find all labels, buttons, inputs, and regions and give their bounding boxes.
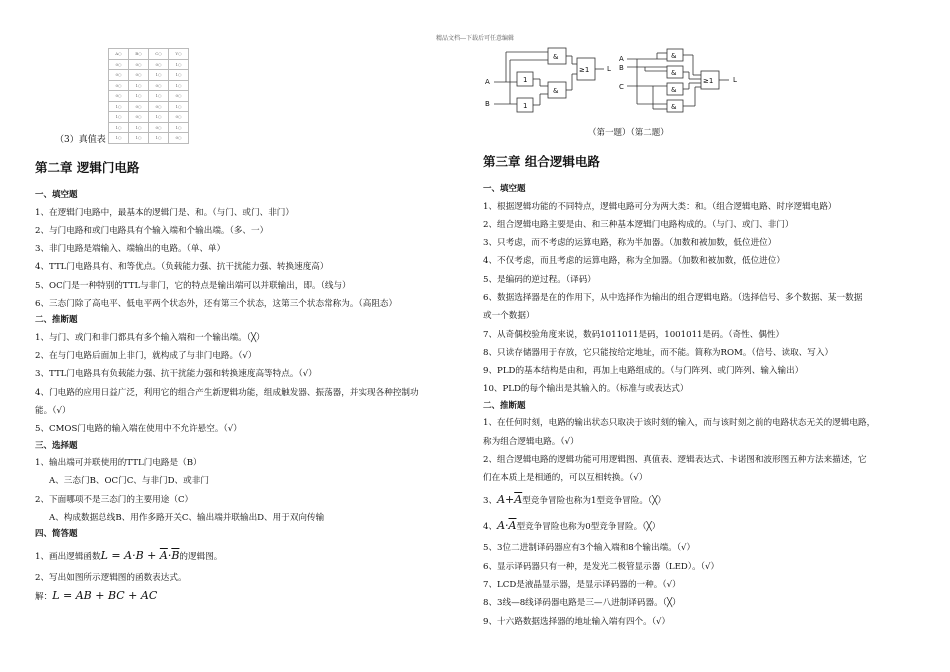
d1-label-b: B [485, 100, 490, 108]
truth-table-cell: 0○ [149, 122, 169, 133]
right-s2-list-2 [483, 539, 923, 630]
d1-gate-4: & [553, 87, 559, 95]
list-item: 3、非门电路是端输入、端输出的电路。（单、单） [35, 244, 226, 255]
truth-table-cell: 1○ [129, 133, 149, 144]
truth-table-cell: 0○ [109, 59, 129, 70]
truth-table-cell: 1○ [169, 59, 189, 70]
list-item: 们在本质上是相通的，可以互相转换。（√） [483, 473, 648, 484]
truth-table-cell: 0○ [109, 91, 129, 102]
truth-table-cell: 0○ [129, 112, 149, 123]
choice-q2-options: A、构成数据总线B、用作多路开关C、输出端并联输出D、用于双向传输 [49, 512, 325, 523]
list-item: 10、PLD的每个输出是其输入的。（标准与或表达式） [483, 384, 689, 395]
truth-table-cell: 0○ [129, 101, 149, 112]
list-item: 2、组合逻辑电路主要是由、和三种基本逻辑门电路构成的。（与门、或门、非门） [483, 219, 794, 230]
truth-table-caption: （3）真值表 [55, 135, 106, 145]
page-header: 精品文档---下载后可任意编辑 [435, 35, 515, 42]
list-item: 4、门电路的应用日益广泛，利用它的组合产生新逻辑功能，组成触发器、振荡器，并实现各种控制功 [35, 387, 419, 398]
list-item: 7、从奇偶校验角度来说，数码1011011是码，1001011是码。（奇性、偶性） [483, 329, 785, 340]
diagram-caption: （第一题）（第二题） [588, 128, 669, 138]
truth-table-cell: 0○ [149, 59, 169, 70]
truth-table-cell: 1○ [109, 133, 129, 144]
truth-table-row [109, 112, 189, 123]
truth-table-cell: 1○ [109, 122, 129, 133]
truth-table-row [109, 59, 189, 70]
d2-label-c: C [619, 83, 624, 91]
right-column [483, 152, 923, 631]
r-section-judge-title: 二、推断题 [483, 400, 526, 411]
list-item: 5、是编码的逆过程。（译码） [483, 274, 596, 285]
short-q2: 2、写出如图所示逻辑图的函数表达式。 [35, 572, 187, 583]
list-item: 5、OC门是一种特别的TTL与非门，它的特点是输出端可以并联输出，即。（线与） [35, 280, 351, 291]
answer-formula: L = AB + BC + AC [52, 589, 158, 603]
choice-q1: 1、输出端可并联使用的TTL门电路是（B） [35, 458, 202, 469]
d1-gate-3: 1 [523, 102, 528, 110]
d2-gate-4: & [671, 103, 677, 111]
list-item: 5、3位二进制译码器应有3个输入端和8个输出端。（√） [483, 543, 696, 554]
right-s2-list [483, 414, 923, 487]
list-item: 称为组合逻辑电路。（√） [483, 436, 579, 447]
list-item: 6、显示译码器只有一种，是发光二极管显示器（LED）。（√） [483, 561, 720, 572]
truth-table-cell: 1○ [129, 80, 149, 91]
list-item: 8、只读存储器用于存放，它只能按给定地址，而不能。简称为ROM。（信号、读取、写入） [483, 347, 834, 358]
truth-table-row [109, 70, 189, 81]
d2-label-a: A [619, 55, 624, 63]
truth-table-cell: 0○ [149, 101, 169, 112]
truth-table-cell: 0○ [129, 70, 149, 81]
section-judge-title: 二、推断题 [35, 315, 78, 326]
short-q1: 1、画出逻辑函数$L = A\cdot B + \overline{A}\cdot\overline{B}$的逻辑图。 [35, 548, 223, 562]
d2-label-b: B [619, 64, 624, 72]
truth-table-cell: B○ [129, 49, 149, 60]
list-item: 3、只考虑，而不考虑的运算电路，称为半加器。（加数和被加数，低位进位） [483, 238, 777, 249]
d1-label-out: L [607, 65, 611, 73]
formula-q1: $L = A\cdot B + \overline{A}\cdot\overline{B}$ [100, 548, 180, 562]
truth-table-row [109, 49, 189, 60]
truth-table-cell: 0○ [109, 70, 129, 81]
d1-label-a: A [485, 78, 490, 86]
r-section-fill-in-title: 一、填空题 [483, 184, 526, 194]
truth-table-cell: 1○ [149, 133, 169, 144]
d2-label-out: L [733, 76, 737, 84]
chapter-2-title: 第二章 逻辑门电路 [35, 160, 140, 175]
truth-table-row [109, 80, 189, 91]
truth-table-cell: 1○ [149, 112, 169, 123]
list-item: 6、数据选择器是在的作用下，从中选择作为输出的组合逻辑电路。（选择信号、多个数据、某一数据 [483, 292, 863, 303]
d1-gate-1: 1 [523, 76, 528, 84]
list-item: 1、与门、或门和非门都具有多个输入端和一个输出端。（╳） [35, 332, 265, 343]
list-item: 或一个数据） [483, 311, 535, 322]
judge-q3: 3、$A+\overline{A}$型竞争冒险也称为1型竞争冒险。（╳） [483, 493, 667, 507]
left-s1-list [35, 204, 460, 314]
list-item: 4、TTL门电路具有、和等优点。（负载能力强、抗干扰能力强、转换速度高） [35, 262, 329, 273]
truth-table-cell: 1○ [169, 122, 189, 133]
truth-table-cell: 0○ [129, 59, 149, 70]
truth-table-cell: 0○ [169, 91, 189, 102]
judge-q4: 4、$A\cdot\overline{A}$型竞争冒险也称为0型竞争冒险。（╳） [483, 519, 661, 533]
short-answer: 解：L = AB + BC + AC [35, 589, 158, 603]
truth-table-cell: 1○ [109, 101, 129, 112]
truth-table-row [109, 122, 189, 133]
list-item: 1、根据逻辑功能的不同特点，逻辑电路可分为两大类：和。（组合逻辑电路、时序逻辑电路） [483, 201, 837, 212]
section-fill-in-title: 一、填空题 [35, 190, 78, 200]
truth-table-cell: 1○ [149, 70, 169, 81]
truth-table-cell: 0○ [109, 80, 129, 91]
list-item: 2、在与门电路后面加上非门，就构成了与非门电路。（√） [35, 351, 257, 362]
list-item: 2、与门电路和或门电路具有个输入端和个输出端。（多、一） [35, 225, 269, 236]
left-column [35, 158, 460, 605]
d2-gate-2: & [671, 69, 677, 77]
truth-table-cell: C○ [149, 49, 169, 60]
d1-gate-5: ≥1 [579, 66, 590, 74]
truth-table-cell: 1○ [169, 80, 189, 91]
truth-table-row [109, 133, 189, 144]
right-s1-list [483, 198, 923, 399]
choice-q2: 2、下面哪项不是三态门的主要用途（C） [35, 494, 194, 505]
truth-table-cell: 1○ [169, 101, 189, 112]
truth-table-cell: 0○ [169, 112, 189, 123]
truth-table-cell: Y○ [169, 49, 189, 60]
truth-table-row [109, 91, 189, 102]
left-s2-list [35, 329, 460, 439]
logic-diagram-2 [615, 45, 750, 120]
truth-table [108, 48, 189, 144]
truth-table-row [109, 101, 189, 112]
list-item: 1、在任何时刻，电路的输出状态只取决于该时刻的输入，而与该时刻之前的电路状态无关的逻辑电路， [483, 418, 876, 429]
truth-table-cell: 1○ [109, 112, 129, 123]
section-choice-title: 三、选择题 [35, 440, 78, 451]
d2-gate-5: ≥1 [703, 77, 714, 85]
truth-table-cell: 0○ [169, 133, 189, 144]
list-item: 5、CMOS门电路的输入端在使用中不允许悬空。（√） [35, 424, 242, 435]
truth-table-cell: A○ [109, 49, 129, 60]
d1-gate-2: & [553, 53, 559, 61]
chapter-3-title: 第三章 组合逻辑电路 [483, 154, 600, 169]
list-item: 1、在逻辑门电路中，最基本的逻辑门是、和。（与门、或门、非门） [35, 207, 294, 218]
truth-table-cell: 1○ [129, 91, 149, 102]
truth-table-cell: 1○ [129, 122, 149, 133]
list-item: 8、3线—8线译码器电路是三—八进制译码器。（╳） [483, 598, 681, 609]
truth-table-cell: 1○ [169, 70, 189, 81]
list-item: 能。（√） [35, 405, 71, 416]
d2-gate-3: & [671, 86, 677, 94]
logic-diagram-1 [480, 40, 620, 120]
list-item: 3、TTL门电路具有负载能力强、抗干扰能力强和转换速度高等特点。（√） [35, 369, 317, 380]
list-item: 7、LCD是液晶显示器，是显示译码器的一种。（√） [483, 580, 681, 591]
section-short-answer-title: 四、简答题 [35, 529, 78, 540]
truth-table-cell: 1○ [149, 91, 169, 102]
choice-q1-options: A、三态门B、OC门C、与非门D、或非门 [49, 476, 209, 487]
list-item: 9、PLD的基本结构是由和，再加上电路组成的。（与门阵列、或门阵列、输入输出） [483, 366, 804, 377]
list-item: 9、十六路数据选择器的地址输入端有四个。（√） [483, 616, 671, 627]
list-item: 4、不仅考虑，而且考虑的运算电路，称为全加器。（加数和被加数，低位进位） [483, 256, 785, 267]
d2-gate-1: & [671, 52, 677, 60]
list-item: 2、组合逻辑电路的逻辑功能可用逻辑图、真值表、逻辑表达式、卡诺图和波形图五种方法来描述，它 [483, 454, 867, 465]
truth-table-cell: 0○ [149, 80, 169, 91]
list-item: 6、三态门除了高电平、低电平两个状态外，还有第三个状态，这第三个状态常称为。（高阻态） [35, 298, 398, 309]
